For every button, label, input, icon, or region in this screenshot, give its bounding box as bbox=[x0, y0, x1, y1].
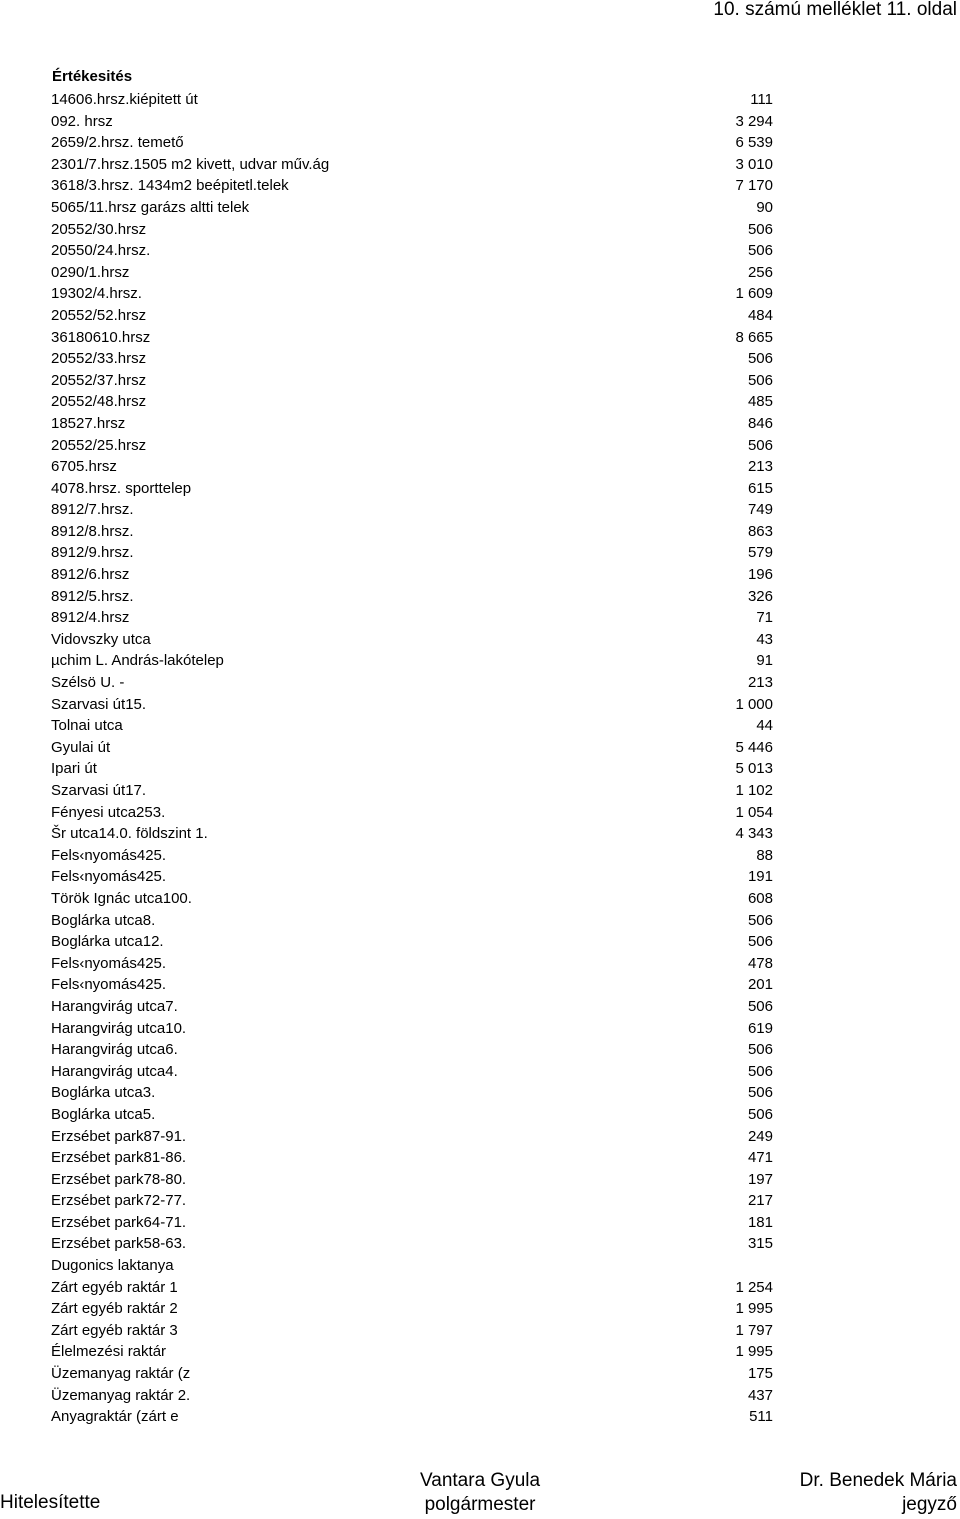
list-item bbox=[51, 1255, 773, 1277]
item-label: 20550/24.hrsz. bbox=[51, 242, 151, 260]
list-item bbox=[51, 931, 773, 953]
list-item bbox=[51, 1212, 773, 1234]
item-label: Erzsébet park72-77. bbox=[51, 1192, 187, 1210]
item-label: 8912/4.hrsz bbox=[51, 609, 130, 627]
item-label: 20552/25.hrsz bbox=[51, 436, 147, 454]
item-value: 1 609 bbox=[735, 285, 773, 303]
list-item bbox=[51, 154, 773, 176]
item-value: 1 054 bbox=[735, 803, 773, 821]
item-label: 8912/6.hrsz bbox=[51, 566, 130, 584]
item-label: 20552/33.hrsz bbox=[51, 350, 147, 368]
certified-by-label bbox=[0, 1491, 100, 1515]
item-label: Fels‹nyomás425. bbox=[51, 868, 167, 886]
item-label: Anyagraktár (zárt e bbox=[51, 1408, 179, 1426]
item-label: Šr utca14.0. földszint 1. bbox=[51, 825, 208, 843]
list-item bbox=[51, 1061, 773, 1083]
item-label: 2659/2.hrsz. temető bbox=[51, 134, 184, 152]
item-value: 615 bbox=[747, 479, 773, 497]
item-label: 8912/8.hrsz. bbox=[51, 522, 134, 540]
item-value: 1 102 bbox=[735, 782, 773, 799]
item-label: Tolnai utca bbox=[51, 717, 123, 735]
item-label: 19302/4.hrsz. bbox=[51, 285, 142, 303]
item-value: 191 bbox=[747, 868, 773, 886]
item-value: 3 010 bbox=[735, 155, 773, 173]
mayor-name: Vantara Gyula bbox=[420, 1470, 541, 1491]
list-item bbox=[51, 1341, 773, 1363]
list-item bbox=[51, 521, 773, 543]
list-item bbox=[51, 175, 773, 197]
item-value: 506 bbox=[747, 1105, 773, 1123]
item-label: 20552/48.hrsz bbox=[51, 393, 147, 411]
item-label: Erzsébet park81-86. bbox=[51, 1149, 187, 1167]
list-item bbox=[51, 111, 773, 133]
item-label: 20552/30.hrsz bbox=[51, 220, 147, 238]
mayor-title: polgármester bbox=[424, 1494, 536, 1515]
list-item bbox=[51, 586, 773, 608]
notary-signature-block bbox=[800, 1469, 957, 1517]
list-item bbox=[51, 1277, 773, 1299]
list-item bbox=[51, 435, 773, 457]
item-value: 71 bbox=[756, 609, 773, 627]
list-item bbox=[51, 370, 773, 392]
item-label: Török Ignác utca100. bbox=[51, 889, 192, 907]
list-item bbox=[51, 542, 773, 564]
list-item bbox=[51, 802, 773, 824]
list-item bbox=[51, 499, 773, 521]
item-label: 20552/52.hrsz bbox=[51, 306, 147, 324]
item-value: 213 bbox=[747, 674, 773, 692]
list-item bbox=[51, 240, 773, 262]
list-item bbox=[51, 391, 773, 413]
item-value: 217 bbox=[747, 1192, 773, 1210]
item-label: 6705.hrsz bbox=[51, 458, 117, 476]
list-item bbox=[51, 629, 773, 651]
item-value: 175 bbox=[747, 1365, 773, 1383]
item-label: Vidovszky utca bbox=[51, 630, 151, 648]
list-item bbox=[51, 1233, 773, 1255]
list-item bbox=[51, 262, 773, 284]
list-item bbox=[51, 974, 773, 996]
item-label: Harangvirág utca10. bbox=[51, 1019, 187, 1037]
item-label: 14606.hrsz.kiépitett út bbox=[51, 91, 198, 108]
item-value: 3 294 bbox=[735, 112, 773, 130]
list-item bbox=[51, 219, 773, 241]
item-label: Üzemanyag raktár 2. bbox=[51, 1386, 191, 1404]
item-value: 1 797 bbox=[735, 1321, 773, 1339]
item-label: Erzsébet park87-91. bbox=[51, 1127, 187, 1145]
item-value: 44 bbox=[756, 717, 773, 735]
list-item bbox=[51, 413, 773, 435]
item-value: 506 bbox=[747, 911, 773, 929]
list-item bbox=[51, 564, 773, 586]
item-label: 8912/5.hrsz. bbox=[51, 587, 134, 605]
list-item bbox=[51, 1018, 773, 1040]
list-item bbox=[51, 197, 773, 219]
list-item bbox=[51, 953, 773, 975]
item-value: 91 bbox=[756, 652, 773, 670]
list-item bbox=[51, 780, 773, 802]
list-item bbox=[51, 607, 773, 629]
item-label: 18527.hrsz bbox=[51, 414, 126, 432]
item-value: 5 446 bbox=[735, 738, 773, 756]
list-item bbox=[51, 1190, 773, 1212]
item-value: 8 665 bbox=[735, 328, 773, 346]
notary-title: jegyző bbox=[902, 1494, 957, 1515]
item-value: 1 995 bbox=[735, 1343, 773, 1361]
list-item bbox=[51, 327, 773, 349]
property-list bbox=[51, 89, 773, 1428]
item-value: 111 bbox=[750, 91, 773, 108]
item-value: 608 bbox=[747, 889, 773, 907]
list-item bbox=[51, 823, 773, 845]
list-item bbox=[51, 910, 773, 932]
list-item bbox=[51, 672, 773, 694]
item-label: 8912/9.hrsz. bbox=[51, 544, 134, 562]
item-label: Ipari út bbox=[51, 760, 97, 778]
item-value: 506 bbox=[747, 350, 773, 368]
list-item bbox=[51, 694, 773, 716]
item-value: 579 bbox=[747, 544, 773, 562]
item-value: 506 bbox=[747, 1041, 773, 1059]
item-label: 2301/7.hrsz.1505 m2 kivett, udvar műv.ág bbox=[51, 155, 330, 173]
list-item bbox=[51, 650, 773, 672]
item-label: 20552/37.hrsz bbox=[51, 371, 147, 389]
item-value: 471 bbox=[747, 1149, 773, 1167]
list-item bbox=[51, 866, 773, 888]
list-item bbox=[51, 1169, 773, 1191]
item-value: 315 bbox=[747, 1235, 773, 1253]
item-label: Erzsébet park58-63. bbox=[51, 1235, 187, 1253]
list-item bbox=[51, 283, 773, 305]
item-value: 5 013 bbox=[735, 760, 773, 778]
item-value: 506 bbox=[747, 436, 773, 454]
list-item bbox=[51, 305, 773, 327]
item-label: Fels‹nyomás425. bbox=[51, 846, 167, 864]
item-value: 1 995 bbox=[735, 1300, 773, 1318]
item-label: Zárt egyéb raktár 1 bbox=[51, 1278, 178, 1296]
item-value: 1 254 bbox=[735, 1278, 773, 1296]
item-value: 478 bbox=[747, 954, 773, 972]
item-value: 43 bbox=[756, 630, 773, 648]
item-value: 506 bbox=[747, 933, 773, 951]
list-item bbox=[51, 1147, 773, 1169]
item-value: 196 bbox=[747, 566, 773, 584]
mayor-signature-block bbox=[420, 1469, 540, 1517]
item-value: 6 539 bbox=[735, 134, 773, 152]
certified-by-text: Hitelesítette bbox=[0, 1492, 101, 1513]
item-label: Harangvirág utca6. bbox=[51, 1041, 178, 1059]
item-label: 4078.hrsz. sporttelep bbox=[51, 479, 192, 497]
item-value: 619 bbox=[747, 1019, 773, 1037]
item-value: 213 bbox=[747, 458, 773, 476]
item-label: Szélsö U. - bbox=[51, 674, 125, 692]
item-label: Boglárka utca5. bbox=[51, 1105, 156, 1123]
item-value: 485 bbox=[747, 393, 773, 411]
item-value: 506 bbox=[747, 997, 773, 1015]
item-label: Élelmezési raktár bbox=[51, 1343, 167, 1361]
item-label: Zárt egyéb raktár 2 bbox=[51, 1300, 178, 1318]
item-label: Gyulai út bbox=[51, 738, 111, 756]
item-label: Szarvasi út15. bbox=[51, 695, 147, 713]
item-label: Boglárka utca8. bbox=[51, 911, 156, 929]
notary-name: Dr. Benedek Mária bbox=[799, 1470, 957, 1491]
item-value: 506 bbox=[747, 371, 773, 389]
item-value: 181 bbox=[747, 1213, 773, 1231]
list-item bbox=[51, 1104, 773, 1126]
item-label: Fels‹nyomás425. bbox=[51, 954, 167, 972]
list-item bbox=[51, 1320, 773, 1342]
item-label: Fényesi utca253. bbox=[51, 803, 166, 821]
item-value: 506 bbox=[747, 220, 773, 238]
item-value: 90 bbox=[756, 198, 773, 216]
item-value: 326 bbox=[747, 587, 773, 605]
item-value: 511 bbox=[749, 1408, 773, 1426]
item-label: 092. hrsz bbox=[51, 112, 113, 130]
item-value: 846 bbox=[747, 414, 773, 432]
item-label: Zárt egyéb raktár 3 bbox=[51, 1321, 178, 1339]
list-item bbox=[51, 737, 773, 759]
list-item bbox=[51, 1406, 773, 1428]
signature-footer bbox=[0, 1469, 960, 1519]
item-label: 5065/11.hrsz garázs altti telek bbox=[51, 198, 250, 216]
item-label: Fels‹nyomás425. bbox=[51, 976, 167, 994]
item-value: 201 bbox=[747, 976, 773, 994]
item-label: Erzsébet park64-71. bbox=[51, 1213, 187, 1231]
item-value: 4 343 bbox=[735, 825, 773, 843]
item-value: 749 bbox=[747, 501, 773, 519]
item-value: 88 bbox=[756, 846, 773, 864]
item-value: 506 bbox=[747, 1062, 773, 1080]
item-value: 197 bbox=[747, 1170, 773, 1188]
list-item bbox=[51, 715, 773, 737]
list-item bbox=[51, 1082, 773, 1104]
item-value: 437 bbox=[747, 1386, 773, 1404]
item-label: Harangvirág utca4. bbox=[51, 1062, 178, 1080]
item-label: Üzemanyag raktár (z bbox=[51, 1365, 191, 1383]
item-label: Harangvirág utca7. bbox=[51, 997, 178, 1015]
item-value: 506 bbox=[747, 1084, 773, 1102]
item-label: Szarvasi út17. bbox=[51, 782, 147, 799]
item-label: 8912/7.hrsz. bbox=[51, 501, 134, 519]
list-item bbox=[51, 1363, 773, 1385]
item-value: 249 bbox=[747, 1127, 773, 1145]
item-label: Dugonics laktanya bbox=[51, 1257, 174, 1275]
item-label: 0290/1.hrsz bbox=[51, 263, 130, 281]
item-label: 36180610.hrsz bbox=[51, 328, 151, 346]
list-item bbox=[51, 89, 773, 111]
item-value: 863 bbox=[747, 522, 773, 540]
page-header: 10. számú melléklet 11. oldal bbox=[713, 0, 957, 20]
list-item bbox=[51, 1385, 773, 1407]
list-item bbox=[51, 1126, 773, 1148]
list-item bbox=[51, 456, 773, 478]
item-value: 7 170 bbox=[735, 177, 773, 195]
item-value: 484 bbox=[747, 306, 773, 324]
list-item bbox=[51, 758, 773, 780]
list-item bbox=[51, 888, 773, 910]
list-item bbox=[51, 996, 773, 1018]
list-item bbox=[51, 1298, 773, 1320]
item-label: Boglárka utca12. bbox=[51, 933, 164, 951]
item-value: 256 bbox=[747, 263, 773, 281]
item-value: 506 bbox=[747, 242, 773, 260]
section-title: Értékesités bbox=[52, 68, 133, 85]
item-label: Boglárka utca3. bbox=[51, 1084, 156, 1102]
item-label: µchim L. András-lakótelep bbox=[51, 652, 224, 670]
list-item bbox=[51, 845, 773, 867]
list-item bbox=[51, 348, 773, 370]
item-label: Erzsébet park78-80. bbox=[51, 1170, 187, 1188]
list-item bbox=[51, 478, 773, 500]
list-item bbox=[51, 132, 773, 154]
item-label: 3618/3.hrsz. 1434m2 beépitetl.telek bbox=[51, 177, 289, 195]
list-item bbox=[51, 1039, 773, 1061]
item-value: 1 000 bbox=[735, 695, 773, 713]
